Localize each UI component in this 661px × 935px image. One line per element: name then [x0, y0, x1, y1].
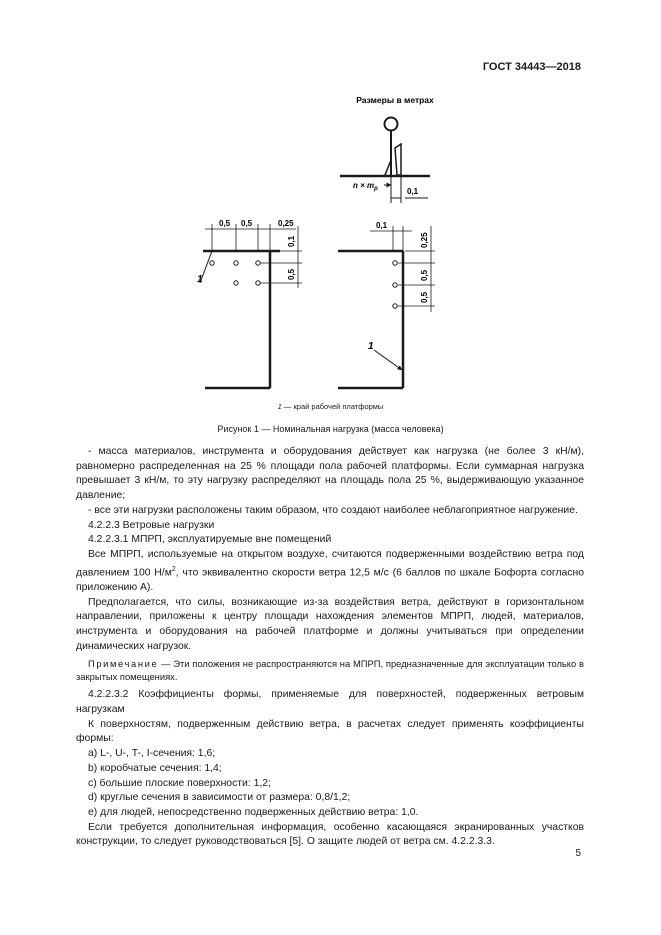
- load-subscript: p: [374, 186, 378, 192]
- load-label: n × m: [353, 181, 375, 190]
- callout-left: 1: [197, 274, 203, 285]
- list-item: a) L-, U-, T-, I-сечения: 1,6;: [88, 748, 216, 760]
- dim-right-0-1: 0,1: [376, 221, 388, 230]
- left-diagram: [200, 224, 302, 388]
- paragraph-wind-forces: Предполагается, что силы, возникающие из-за воздействия ветра, действуют в горизонтальном направлении, приложены к центру площади нахождения элементов МПРП, людей, материалов, инструмента и оборудования на рабочей платформе и должны учитываться при определении динамических нагрузок.: [76, 596, 584, 652]
- dim-right-0-25: 0,25: [420, 232, 429, 248]
- load-dimension: [384, 176, 428, 203]
- paragraph-shape-coefficients: К поверхностям, подверженным действию ветра, в расчетах следует применять коэффициенты формы:: [76, 718, 584, 745]
- person-figure: [340, 118, 430, 177]
- note-text: — Эти положения не распространяются на МПРП, предназначенные для эксплуатации только в закрытых помещениях.: [76, 658, 584, 683]
- legend-number: 1: [277, 402, 282, 411]
- note-label: Примечание: [88, 658, 159, 670]
- standard-header: ГОСТ 34443—2018: [482, 61, 581, 73]
- dim-left-0-25: 0,25: [278, 219, 294, 228]
- callout-right: 1: [368, 341, 374, 352]
- right-diagram: [338, 226, 435, 388]
- page-number: 5: [575, 848, 581, 859]
- figure-legend: [0, 402, 661, 411]
- dim-right-0-5-b: 0,5: [420, 291, 429, 303]
- dim-left-0-5-b: 0,5: [241, 219, 253, 228]
- section-4-2-2-3-1: 4.2.2.3.1 МПРП, эксплуатируемые вне помещений: [88, 534, 332, 546]
- figure-caption: Рисунок 1 — Номинальная нагрузка (масса человека): [217, 424, 444, 434]
- figure-nominal-load: [0, 0, 661, 420]
- dim-left-0-5-v: 0,5: [287, 268, 296, 280]
- dim-left-0-1: 0,1: [287, 235, 296, 247]
- dim-right-0-5-a: 0,5: [420, 269, 429, 281]
- paragraph-wind-pressure: Все МПРП, используемые на открытом воздухе, считаются подверженными воздействию ветра под давлением 100 $Н/м^2$, что эквивалентно скорости ветра 12,5 м/с (6 баллов по шкале Бофорта согласно приложению А).: [76, 548, 584, 593]
- list-item: d) круглые сечения в зависимости от размера: 0,8/1,2;: [88, 792, 351, 804]
- list-item: b) коробчатые сечения: 1,4;: [88, 762, 222, 774]
- bullet-mass-materials: - масса материалов, инструмента и оборудования действует как нагрузка (не более 3 кН/м), равномерно распределенная на 25 % площади пола рабочей платформы. Если суммарная нагрузка превышает 3 кН/м, то эту нагрузку распределяют на площадь пола 25 %, выдерживающую указанное давление;: [76, 446, 584, 502]
- section-4-2-2-3: 4.2.2.3 Ветровые нагрузки: [88, 519, 215, 531]
- body-text: [76, 445, 584, 850]
- svg-text:n × mp: [353, 181, 378, 192]
- dimensions-title: Размеры в метрах: [356, 95, 434, 105]
- list-item: e) для людей, непосредственно подверженных действию ветра: 1,0.: [88, 806, 419, 818]
- legend-text: — край рабочей платформы: [281, 402, 384, 411]
- bullet-loads-placement: - все эти нагрузки расположены таким образом, что создают наиболее неблагоприятное нагружение.: [88, 504, 578, 516]
- note: [76, 657, 584, 683]
- dim-left-0-5-a: 0,5: [219, 219, 231, 228]
- dim-label-top: 0,1: [407, 187, 419, 196]
- list-item: c) большие плоские поверхности: 1,2;: [88, 777, 271, 789]
- section-4-2-2-3-2: 4.2.2.3.2 Коэффициенты формы, применяемые для поверхностей, подверженных ветровым нагрузкам: [76, 689, 584, 716]
- paragraph-additional-info: Если требуется дополнительная информация, особенно касающаяся экранированных участков конструкции, то следует руководствоваться [5]. О защите людей от ветра см. 4.2.2.3.3.: [76, 821, 584, 848]
